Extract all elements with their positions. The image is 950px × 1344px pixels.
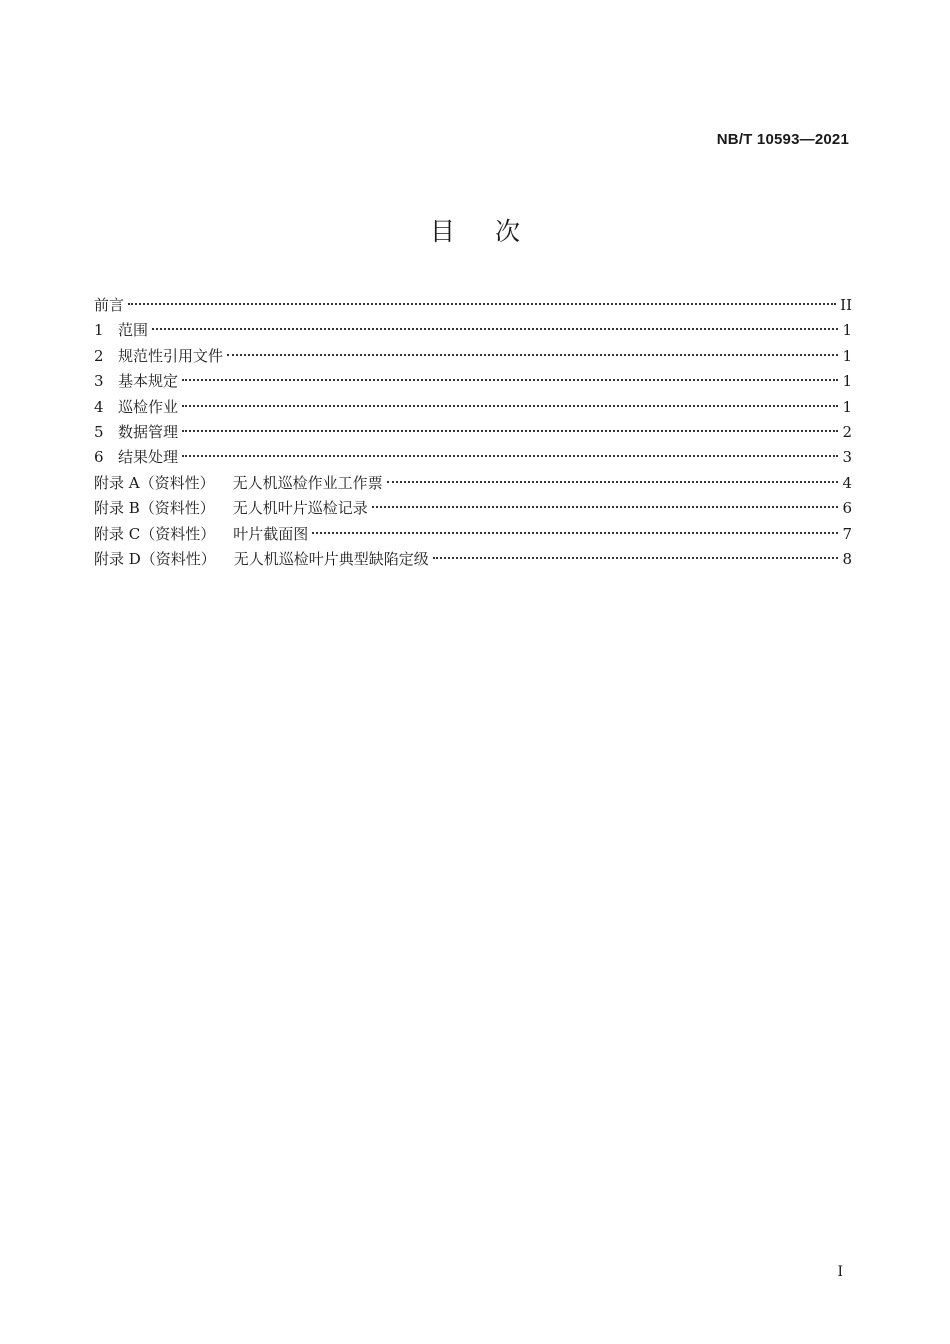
toc-entry-foreword[interactable] [94,293,852,318]
toc-entry-label: 基本规定 [118,372,179,391]
toc-entry-number: 1 [94,321,104,340]
page-number: I [837,1264,843,1280]
toc-entry-number: 4 [94,397,104,416]
toc-entry-annex-b[interactable] [94,496,852,521]
toc-entry-page: 1 [842,372,852,391]
table-of-contents [94,293,852,572]
dot-leader [227,354,838,356]
toc-entry-label: 结果处理 [118,448,179,467]
toc-entry-subtitle: 叶片截面图 [233,524,309,543]
toc-entry-number: 2 [94,346,104,365]
toc-entry-result-handling[interactable] [94,445,852,470]
toc-entry-label: 附录 A（资料性） [94,473,215,492]
toc-entry-label: 附录 B（资料性） [94,499,215,518]
toc-entry-number: 3 [94,372,104,391]
toc-entry-page: 1 [842,321,852,340]
toc-entry-label: 前言 [94,296,125,314]
toc-entry-label: 附录 D（资料性） [94,549,216,568]
toc-entry-page: 3 [842,448,852,467]
toc-entry-subtitle: 无人机巡检叶片典型缺陷定级 [233,549,429,568]
toc-entry-page: 1 [842,346,852,365]
toc-entry-label: 附录 C（资料性） [94,524,216,543]
page-title: 目次 [429,217,560,246]
toc-entry-page: 7 [842,524,852,543]
toc-entry-page: 1 [842,397,852,416]
dot-leader [182,405,838,407]
toc-entry-number: 6 [94,448,104,467]
standard-number: NB/T 10593—2021 [716,131,849,148]
toc-entry-label: 巡检作业 [118,397,179,416]
toc-entry-label: 数据管理 [118,422,179,441]
toc-entry-page: 6 [842,499,852,518]
dot-leader [372,506,839,508]
toc-entry-data-management[interactable] [94,420,852,445]
toc-entry-number: 5 [94,422,104,441]
dot-leader [182,430,838,432]
toc-entry-page: II [840,296,852,314]
toc-entry-label: 规范性引用文件 [118,346,224,365]
toc-entry-annex-d[interactable] [94,547,852,572]
toc-entry-scope[interactable] [94,318,852,343]
dot-leader [312,532,838,534]
toc-entry-page: 8 [842,549,852,568]
dot-leader [182,455,838,457]
toc-entry-page: 4 [842,473,852,492]
toc-entry-normative-references[interactable] [94,344,852,369]
dot-leader [152,328,838,330]
toc-entry-basic-provisions[interactable] [94,369,852,394]
dot-leader [128,303,836,305]
toc-entry-annex-c[interactable] [94,522,852,547]
toc-entry-inspection-operation[interactable] [94,395,852,420]
toc-entry-page: 2 [842,422,852,441]
toc-entry-label: 范围 [118,321,149,340]
toc-entry-subtitle: 无人机叶片巡检记录 [232,499,368,518]
dot-leader [387,481,839,483]
dot-leader [182,379,838,381]
dot-leader [433,557,839,559]
toc-entry-subtitle: 无人机巡检作业工作票 [232,473,383,492]
toc-entry-annex-a[interactable] [94,471,852,496]
